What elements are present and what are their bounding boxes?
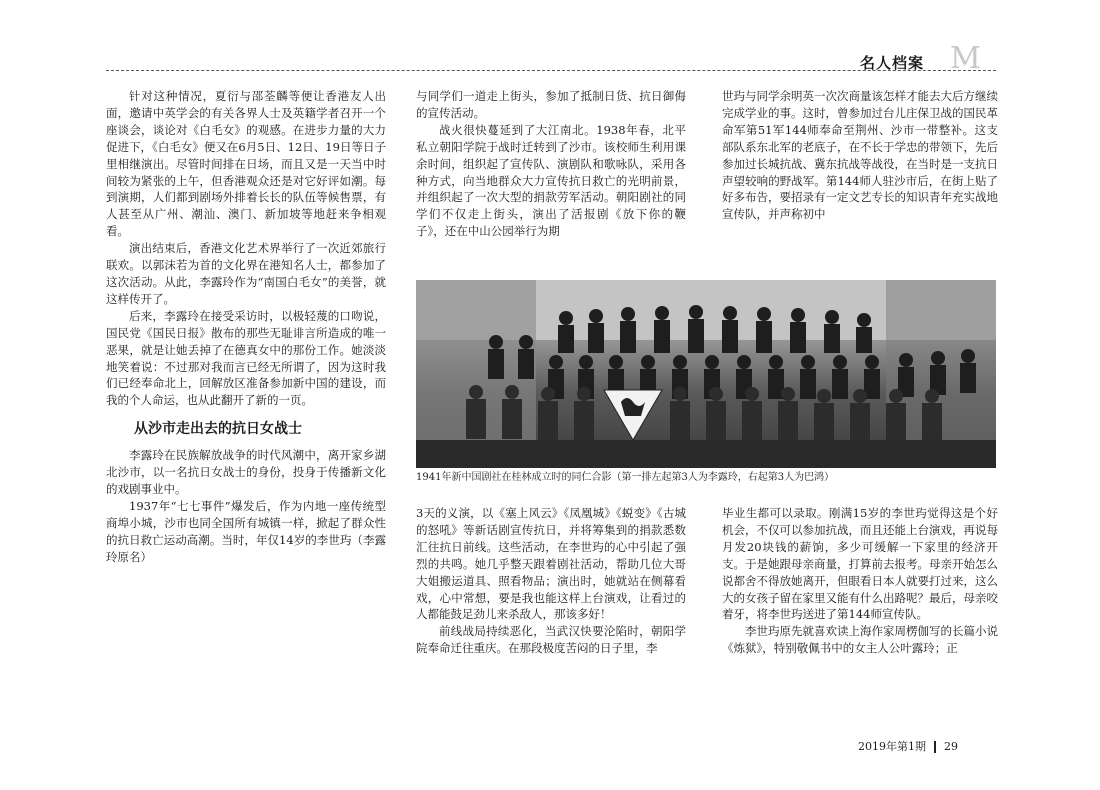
group-photo — [416, 280, 996, 468]
issue-label: 2019年第1期 — [858, 740, 926, 753]
column-3-top — [722, 88, 998, 223]
column-2-bottom — [416, 505, 686, 657]
page-number: 29 — [944, 740, 958, 753]
paragraph: 李露玲在民族解放战争的时代风潮中，离开家乡湖北沙市，以一名抗日女战士的身份，投身于传播新文化的戏剧事业中。 — [106, 448, 386, 497]
paragraph: 3天的义演，以《塞上风云》《凤凰城》《蜕变》《古城的怒吼》等新话剧宣传抗日，并将筹集到的捐款悉数汇往抗日前线。这些活动，在李世玙的心中引起了强烈的共鸣。她几乎整天跟着剧社活动，帮助几位大哥大姐搬运道具、照看物品；演出时，她就站在侧幕看戏，心中常想，要是我也能这样上台演戏，让看过的人都能鼓足劲儿来杀敌人，那该多好！ — [416, 506, 686, 622]
section-logo: M — [950, 41, 981, 76]
section-title: 名人档案 — [860, 54, 925, 72]
page-footer — [858, 738, 958, 754]
footer-divider — [934, 741, 936, 753]
section-heading: 从沙市走出去的抗日女战士 — [134, 421, 302, 438]
paragraph: 战火很快蔓延到了大江南北。1938年春，北平私立朝阳学院于战时迁转到了沙市。该校师生利用课余时间，组织起了宣传队、演剧队和歌咏队，采用各种方式，向当地群众大力宣传抗日救亡的光明前景，并组织起了一次大型的捐款劳军活动。朝阳剧社的同学们不仅走上街头，演出了活报剧《放下你的鞭子》，还在中山公园举行为期 — [416, 122, 686, 239]
paragraph: 毕业生都可以录取。刚满15岁的李世玙觉得这是个好机会，不仅可以参加抗战，而且还能上台演戏，再说每月发20块钱的薪饷，多少可缓解一下家里的经济开支。于是她跟母亲商量，打算前去报考。母亲开始怎么说都舍不得放她离开，但眼看日本人就要打过来，这么大的女孩子留在家里又能有什么出路呢？最后，母亲咬着牙，将李世玙送进了第144师宣传队。 — [722, 506, 998, 622]
column-1 — [106, 88, 386, 566]
paragraph: 与同学们一道走上街头，参加了抵制日货、抗日御侮的宣传活动。 — [416, 89, 686, 120]
paragraph: 后来，李露玲在接受采访时，以极轻蔑的口吻说，国民党《国民日报》散布的那些无耻诽言所造成的唯一恶果，就是让她丢掉了在德真女中的那份工作。她淡淡地笑着说：不过那对我而言已经无所谓了，因为这时我们已经奉命北上，回解放区准备参加新中国的建设，而我的个人命运，也从此翻开了新的一页。 — [106, 308, 386, 408]
paragraph: 针对这种情况，夏衍与邵荃麟等便让香港友人出面，邀请中英学会的有关各界人士及英籍学者召开一个座谈会，谈论对《白毛女》的观感。在进步力量的大力促进下，《白毛女》便又在6月5日、12日、19日等日子里相继演出。尽管时间排在日场，而且又是一天当中时间较为紧张的上午，但香港观众还是对它好评如潮。每到演期，人们都到剧场外排着长长的队伍等候售票，有人甚至从广州、潮汕、澳门、新加坡等地赶来争相观看。 — [106, 89, 386, 239]
paragraph: 世玙与同学余明英一次次商量该怎样才能去大后方继续完成学业的事。这时，曾参加过台儿庄保卫战的国民革命军第51军144师奉命至荆州、沙市一带整补。这支部队系东北军的老底子，在不长于学忠的带领下，先后参加过长城抗战、冀东抗战等战役，在当时是一支抗日声望较响的野战军。第144师人驻沙市后，在街上贴了好多布告，要招录有一定文艺专长的知识青年充实战地宣传队，并声称初中 — [722, 89, 998, 222]
column-2-top — [416, 88, 686, 240]
paragraph: 前线战局持续恶化，当武汉快要沦陷时，朝阳学院奉命迁往重庆。在那段极度苦闷的日子里，李 — [416, 624, 686, 656]
paragraph: 演出结束后，香港文化艺术界举行了一次近郊旅行联欢。以郭沫若为首的文化界在港知名人士，都参加了这次活动。从此，李露玲作为“南国白毛女”的美誉，就这样传开了。 — [106, 241, 386, 306]
paragraph: 1937年“七七事件”爆发后，作为内地一座传统型商埠小城，沙市也同全国所有城镇一样，掀起了群众性的抗日救亡运动高潮。当时，年仅14岁的李世玙（李露玲原名） — [106, 498, 386, 564]
paragraph: 李世玙原先就喜欢读上海作家周楞伽写的长篇小说《炼狱》，特别敬佩书中的女主人公叶露玲；正 — [722, 624, 998, 656]
column-3-bottom — [722, 505, 998, 657]
photo-caption: 1941年新中国剧社在桂林成立时的同仁合影（第一排左起第3人为李露玲，右起第3人为巴鸿） — [416, 472, 835, 483]
group-photo-illustration — [416, 280, 996, 468]
